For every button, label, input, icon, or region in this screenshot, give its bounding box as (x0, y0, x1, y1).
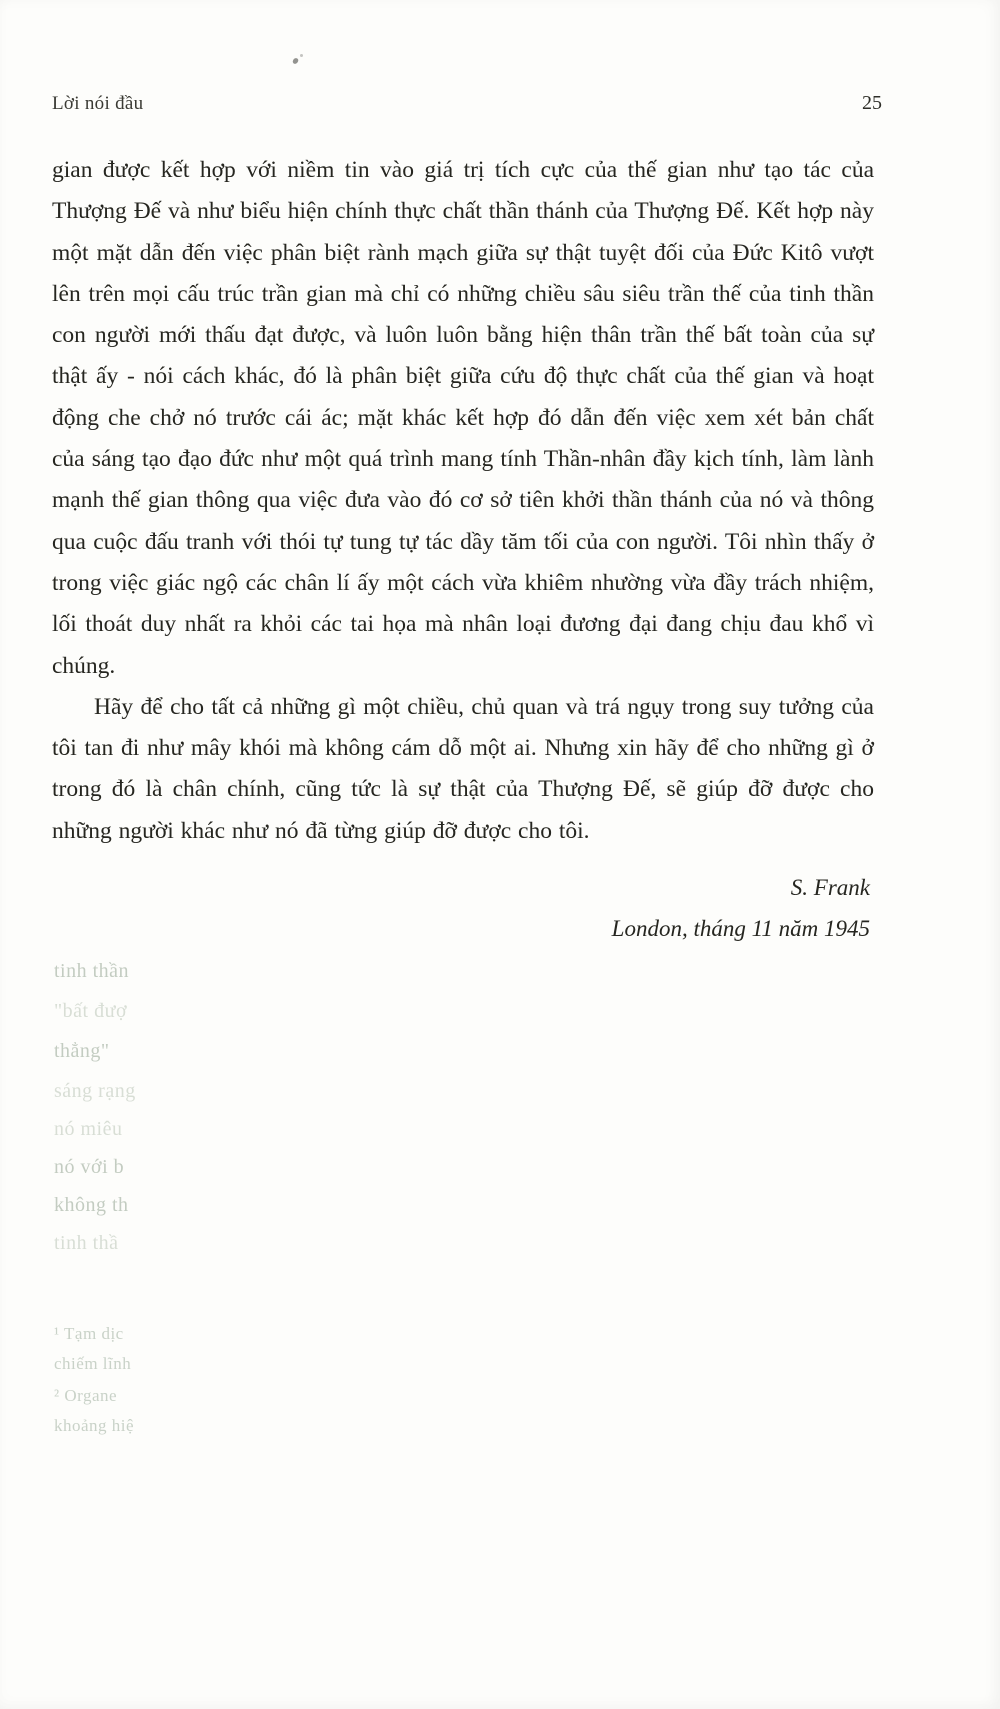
bleedthrough-line: thẳng" (54, 1040, 110, 1062)
page-number: 25 (862, 92, 882, 114)
signature-place-date: London, tháng 11 năm 1945 (611, 916, 870, 942)
scan-speck (300, 54, 303, 57)
paragraph: gian được kết hợp với niềm tin vào giá trị tích cực của thế gian như tạo tác của Thượng Đế và như biểu hiện chính thực chất thần thánh của Thượng Đế. Kết hợp này một mặt dẫn đến việc phân biệt rành mạch giữa sự thật tuyệt đối của Đức Kitô vượt lên trên mọi cấu trúc trần gian mà chỉ có những chiều sâu siêu trần thế của tinh thần con người mới thấu đạt được, và luôn luôn bằng hiện thân trần thế bất toàn của sự thật ấy - nói cách khác, đó là phân biệt giữa cứu độ thực chất của thế gian và hoạt động che chở nó trước cái ác; mặt khác kết hợp đó dẫn đến việc xem xét bản chất của sáng tạo đạo đức như một quá trình mang tính Thần-nhân đầy kịch tính, làm lành mạnh thế gian thông qua việc đưa vào đó cơ sở tiên khởi thần thánh của nó và thông qua cuộc đấu tranh với thói tự tung tự tác dầy tăm tối của con người. Tôi nhìn thấy ở trong việc giác ngộ các chân lí ấy một cách vừa khiêm nhường vừa đầy trách nhiệm, lối thoát duy nhất ra khỏi các tai họa mà nhân loại đương đại đang chịu đau khổ vì chúng. (52, 157, 874, 679)
bleedthrough-line: không th (54, 1194, 129, 1216)
bleedthrough-line: tinh thần (54, 960, 130, 982)
bleedthrough-line: sáng rạng (54, 1080, 136, 1102)
bleedthrough-footnote: ² Organe (54, 1386, 118, 1405)
bleedthrough-line: nó với b (54, 1156, 125, 1178)
bleedthrough-footnote: khoảng hiệ (54, 1416, 135, 1435)
bleedthrough-line: tinh thầ (54, 1232, 119, 1254)
paragraph: Hãy để cho tất cả những gì một chiều, chủ quan và trá ngụy trong suy tưởng của tôi tan đi như mây khói mà không cám dỗ một ai. Nhưng xin hãy để cho những gì ở trong đó là chân chính, cũng tức là sự thật của Thượng Đế, sẽ giúp đỡ được cho những người khác như nó đã từng giúp đỡ được cho tôi. (52, 693, 874, 844)
bleedthrough-footnote: ¹ Tạm dịc (54, 1324, 124, 1343)
signature-block (52, 867, 874, 949)
signature-author: S. Frank (790, 875, 870, 901)
body-text (52, 150, 874, 949)
bleedthrough-line: "bất đượ (54, 1000, 128, 1022)
bleedthrough-line: nó miêu (54, 1118, 123, 1140)
running-title: Lời nói đầu (52, 93, 144, 114)
scan-speck (292, 57, 299, 65)
bleedthrough-footnote: chiếm lĩnh (54, 1354, 132, 1373)
page-header (52, 92, 882, 115)
